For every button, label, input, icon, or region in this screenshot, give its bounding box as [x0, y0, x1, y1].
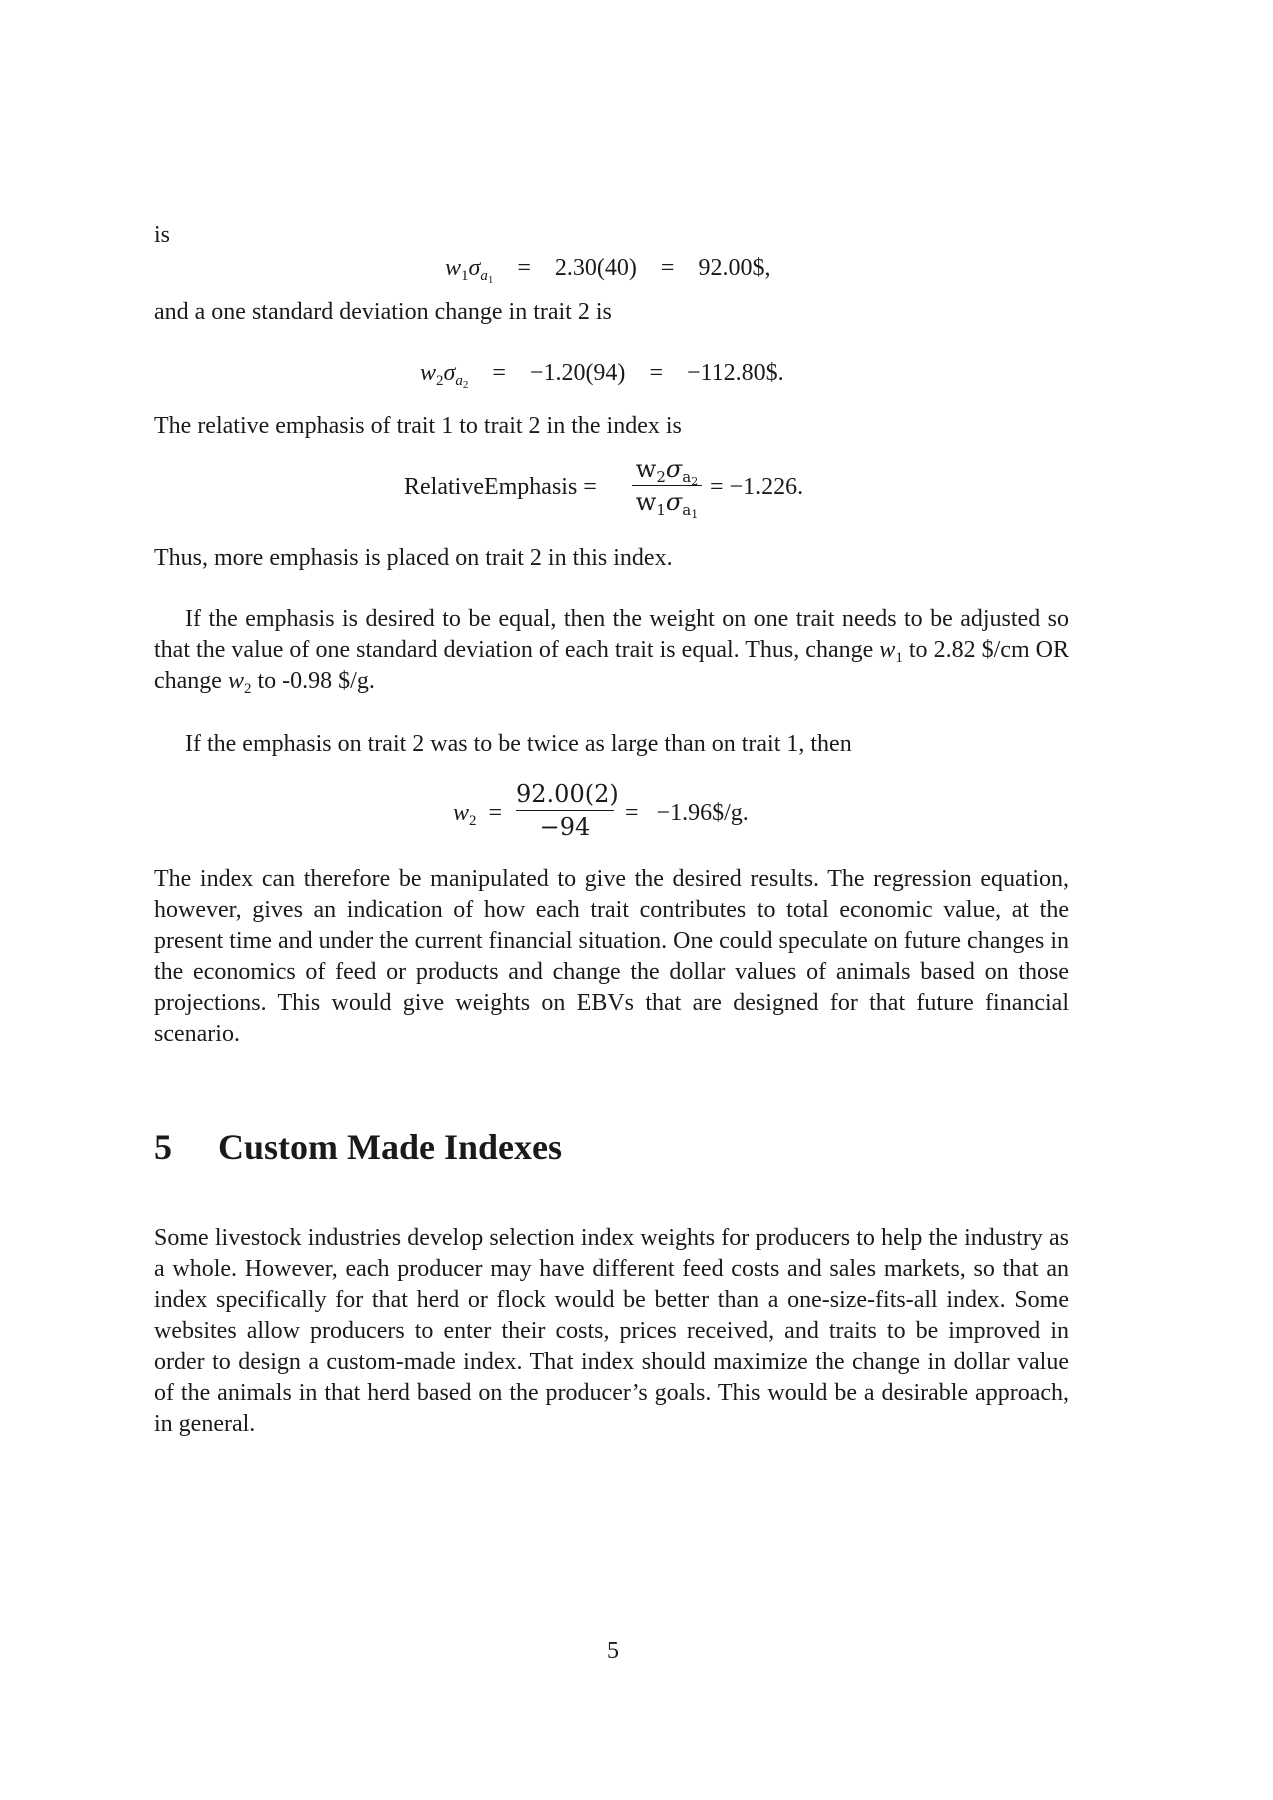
relative-emphasis-label: RelativeEmphasis = [404, 474, 597, 500]
section-title: Custom Made Indexes [218, 1127, 563, 1167]
relative-emphasis-intro: The relative emphasis of trait 1 to trait 2 in the index is [154, 413, 682, 439]
fraction-bar [516, 810, 614, 811]
equation-1: $w_1\sigma_{a_1} = 2.30(40)$ = 92.00$, [445, 255, 771, 286]
equation-4-lhs: $w_2$ = [453, 800, 503, 829]
page-number: 5 [607, 1638, 619, 1664]
paragraph-custom-indexes: Some livestock industries develop selection index weights for producers to help the industry as a whole. However, each producer may have different feed costs and sales markets, so that an index specifically for that herd or flock would be better than a one-size-fits-all index. Some websites allow producers to enter their costs, prices received, and traits to be improved in order to design a custom-made index. That index should maximize the change in dollar value of the animals in that herd based on the producer’s goals. This would be a desirable approach, in general. [154, 1225, 1069, 1437]
relative-emphasis-fraction: $w_2\sigma_{a_2}$ $w_1\sigma_{a_1}$ [632, 455, 702, 516]
trait2-intro-text: and a one standard deviation change in trait 2 is [154, 299, 612, 325]
equation-4-fraction: 92.00(2) −94 [516, 780, 619, 841]
thus-text: Thus, more emphasis is placed on trait 2 in this index. [154, 545, 673, 571]
relative-emphasis-value: = −1.226. [710, 474, 804, 500]
equation-4-rhs: = −1.96$/g. [625, 800, 749, 826]
paragraph-equal-emphasis: If the emphasis is desired to be equal, then the weight on one trait needs to be adjusted so that the value of one standard deviation of each trait is equal. Thus, change $w_1$ to 2.82 $/cm OR change $w_2$ to -0.98 $/g. [154, 606, 1069, 697]
intro-text: is [154, 222, 171, 248]
paragraph-twice-emphasis: If the emphasis on trait 2 was to be twice as large than on trait 1, then [185, 731, 852, 757]
equation-2: $w_2\sigma_{a_2} = -1.20(94)$ = −112.80$. [420, 360, 784, 391]
section-number: 5 [154, 1127, 172, 1167]
paragraph-index-manipulation: The index can therefore be manipulated to give the desired results. The regression equation, however, gives an indication of how each trait contributes to total economic value, at the present time and under the current financial situation. One could speculate on future changes in the economics of feed or products and change the dollar values of animals based on those projections. This would give weights on EBVs that are designed for that future financial scenario. [154, 866, 1070, 1047]
